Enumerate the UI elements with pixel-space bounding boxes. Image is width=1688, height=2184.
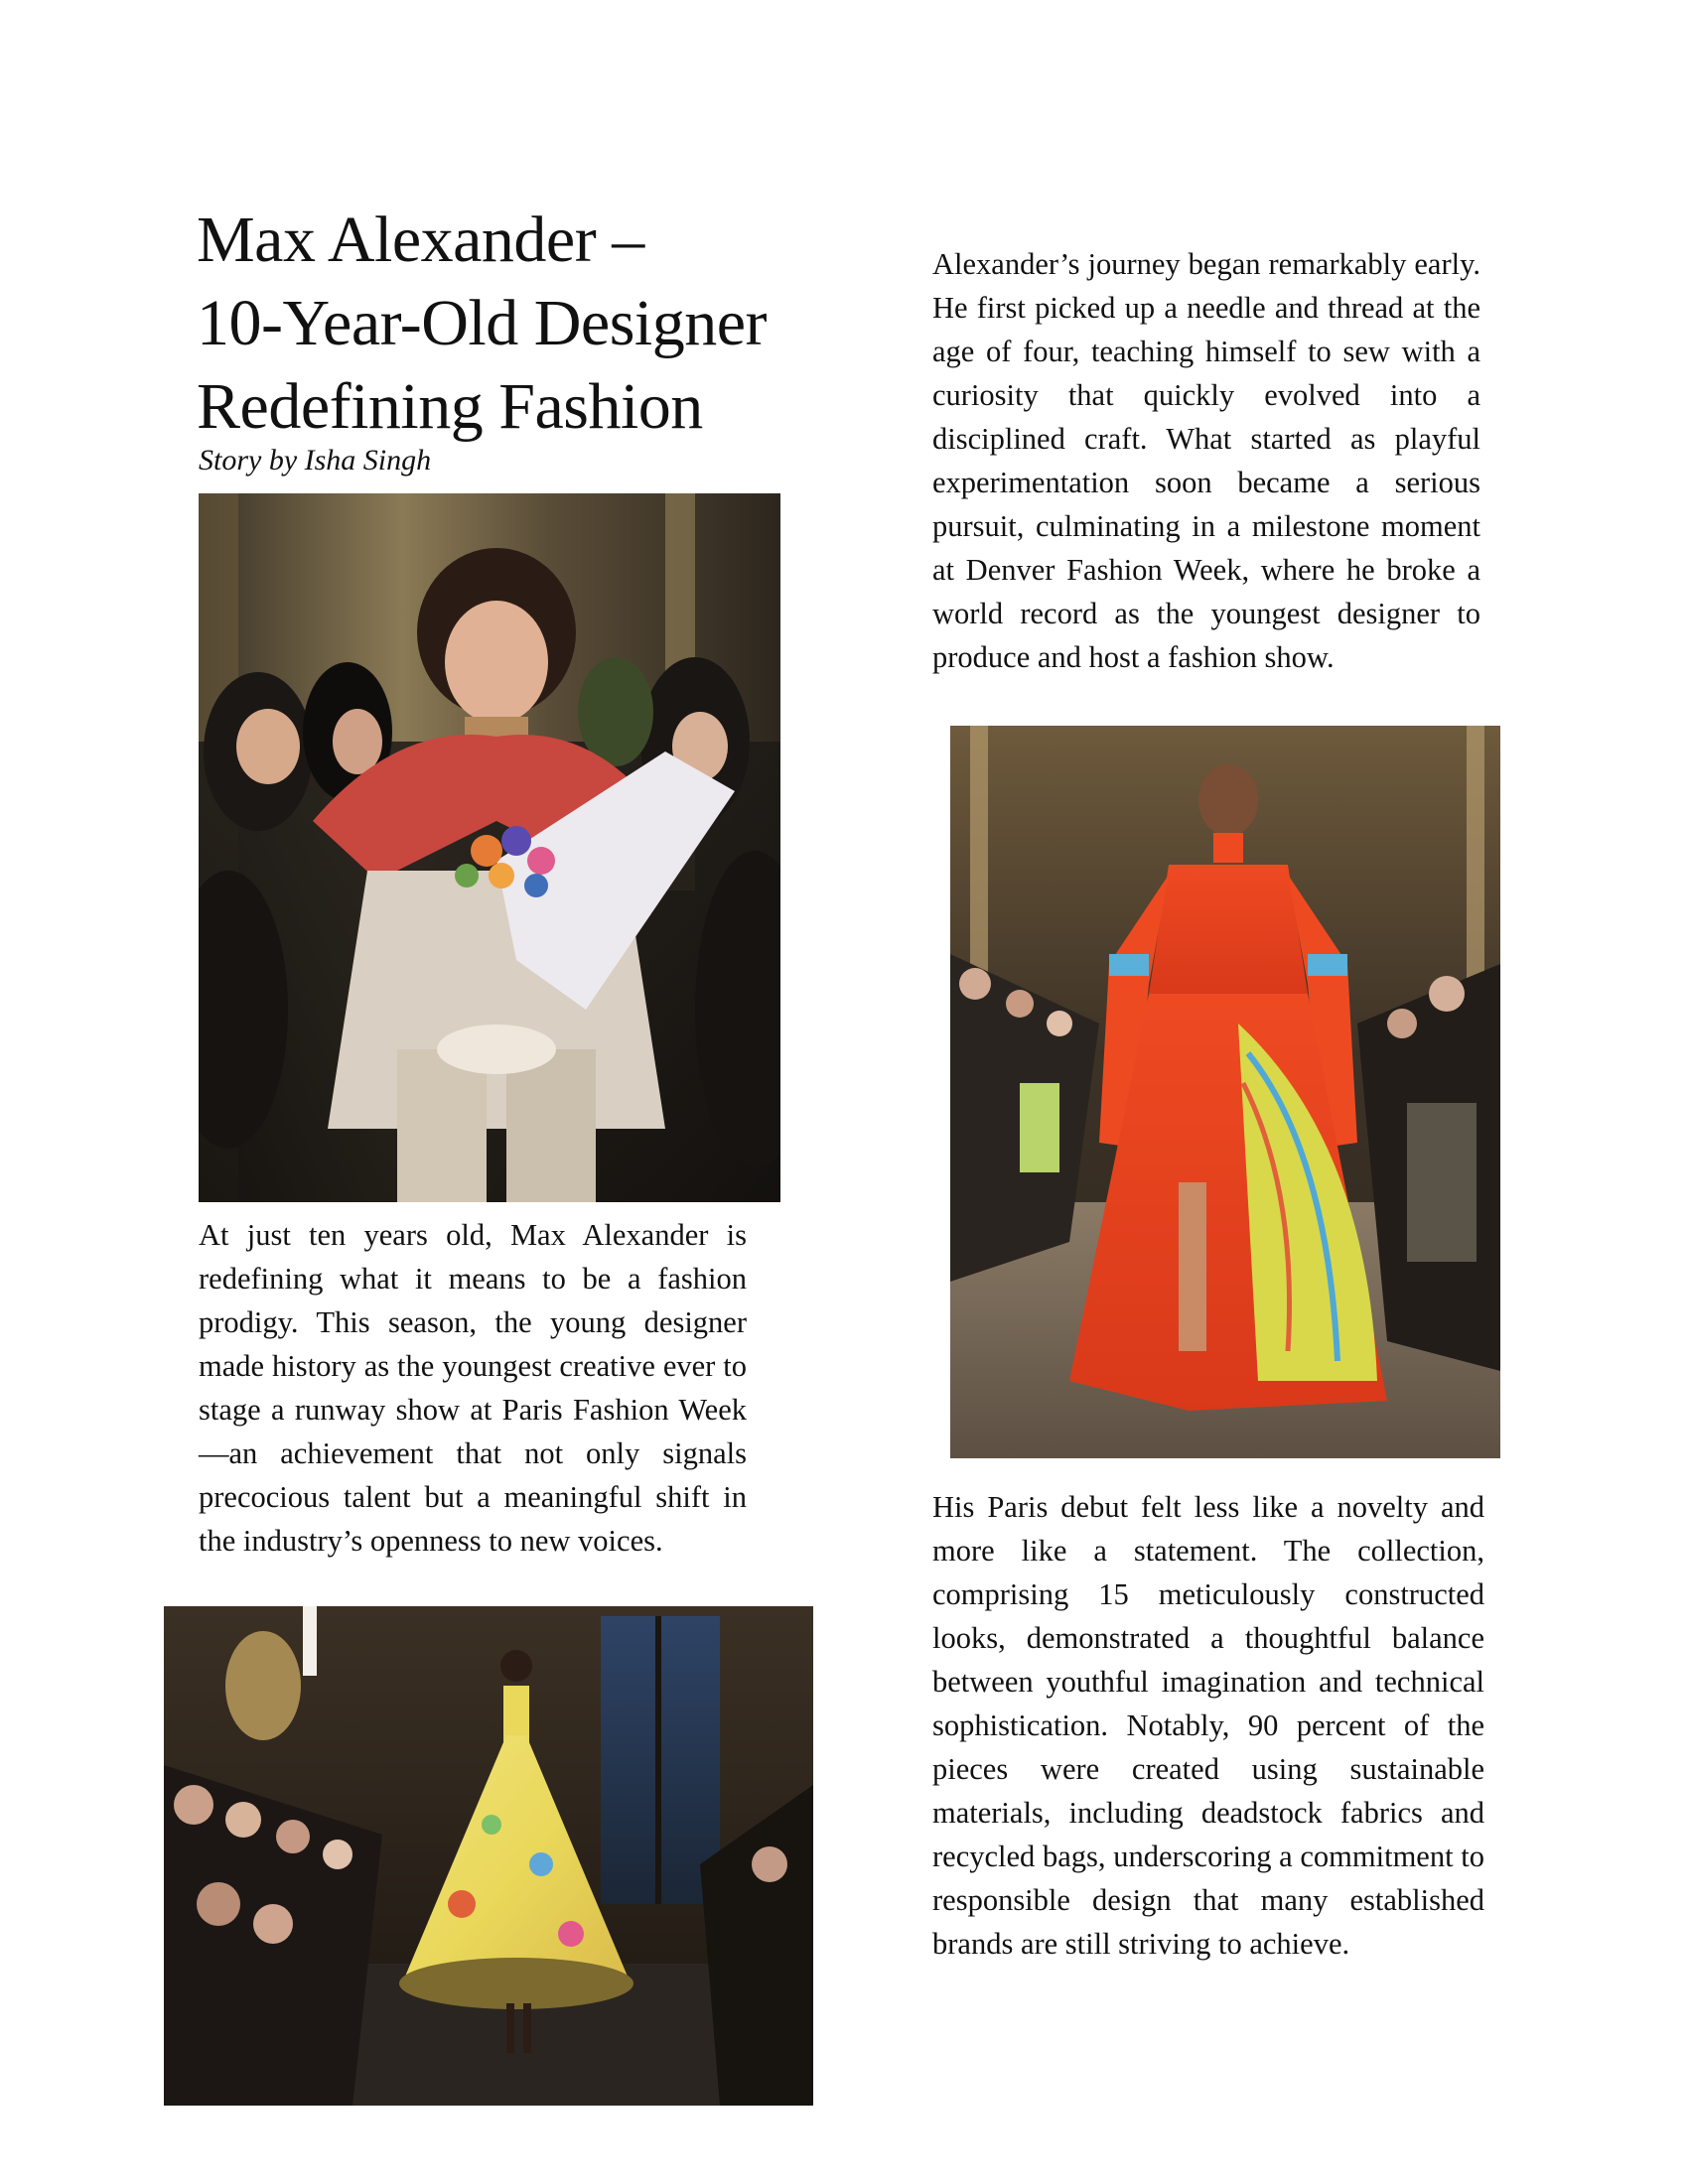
- runway-red-dress-photo: [950, 726, 1500, 1458]
- designer-portrait-image: [199, 493, 780, 1202]
- runway-gown-image: [164, 1606, 813, 2106]
- title-line-1: Max Alexander –: [197, 204, 644, 276]
- paragraph-2: Alexander’s journey began remarkably early. He first picked up a needle and thread at the age of four, teaching himself to sew with a curiosity that quickly evolved into a disciplined craft. What started as playful experimentation soon became a serious pursuit, culminating in a milestone moment at Denver Fashion Week, where he broke a world record as the youngest designer to produce and host a fashion show.: [932, 247, 1480, 674]
- paragraph-3: His Paris debut felt less like a novelty and more like a statement. The collection, comprising 15 meticulously constructed looks, demonstrated a thoughtful balance between youthful imagination and technical sophistication. Notably, 90 percent of the pieces were created using sustainable materials, including deadstock fabrics and recycled bags, underscoring a commitment to responsible design that many established brands are still striving to achieve.: [932, 1490, 1484, 1961]
- title-line-3: Redefining Fashion: [197, 370, 703, 443]
- article-title: [197, 199, 892, 449]
- runway-gown-photo: [164, 1606, 813, 2106]
- designer-portrait-photo: [199, 493, 780, 1202]
- runway-red-dress-image: [950, 726, 1500, 1458]
- title-line-2: 10-Year-Old Designer: [197, 287, 768, 359]
- byline: Story by Isha Singh: [199, 444, 432, 477]
- paragraph-1: At just ten years old, Max Alexander is redefining what it means to be a fashion prodigy. This season, the young designer made history as the youngest creative ever to stage a runway show at Paris Fashion Week—an achievement that not only signals precocious talent but a meaningful shift in the industry’s openness to new voices.: [199, 1218, 747, 1558]
